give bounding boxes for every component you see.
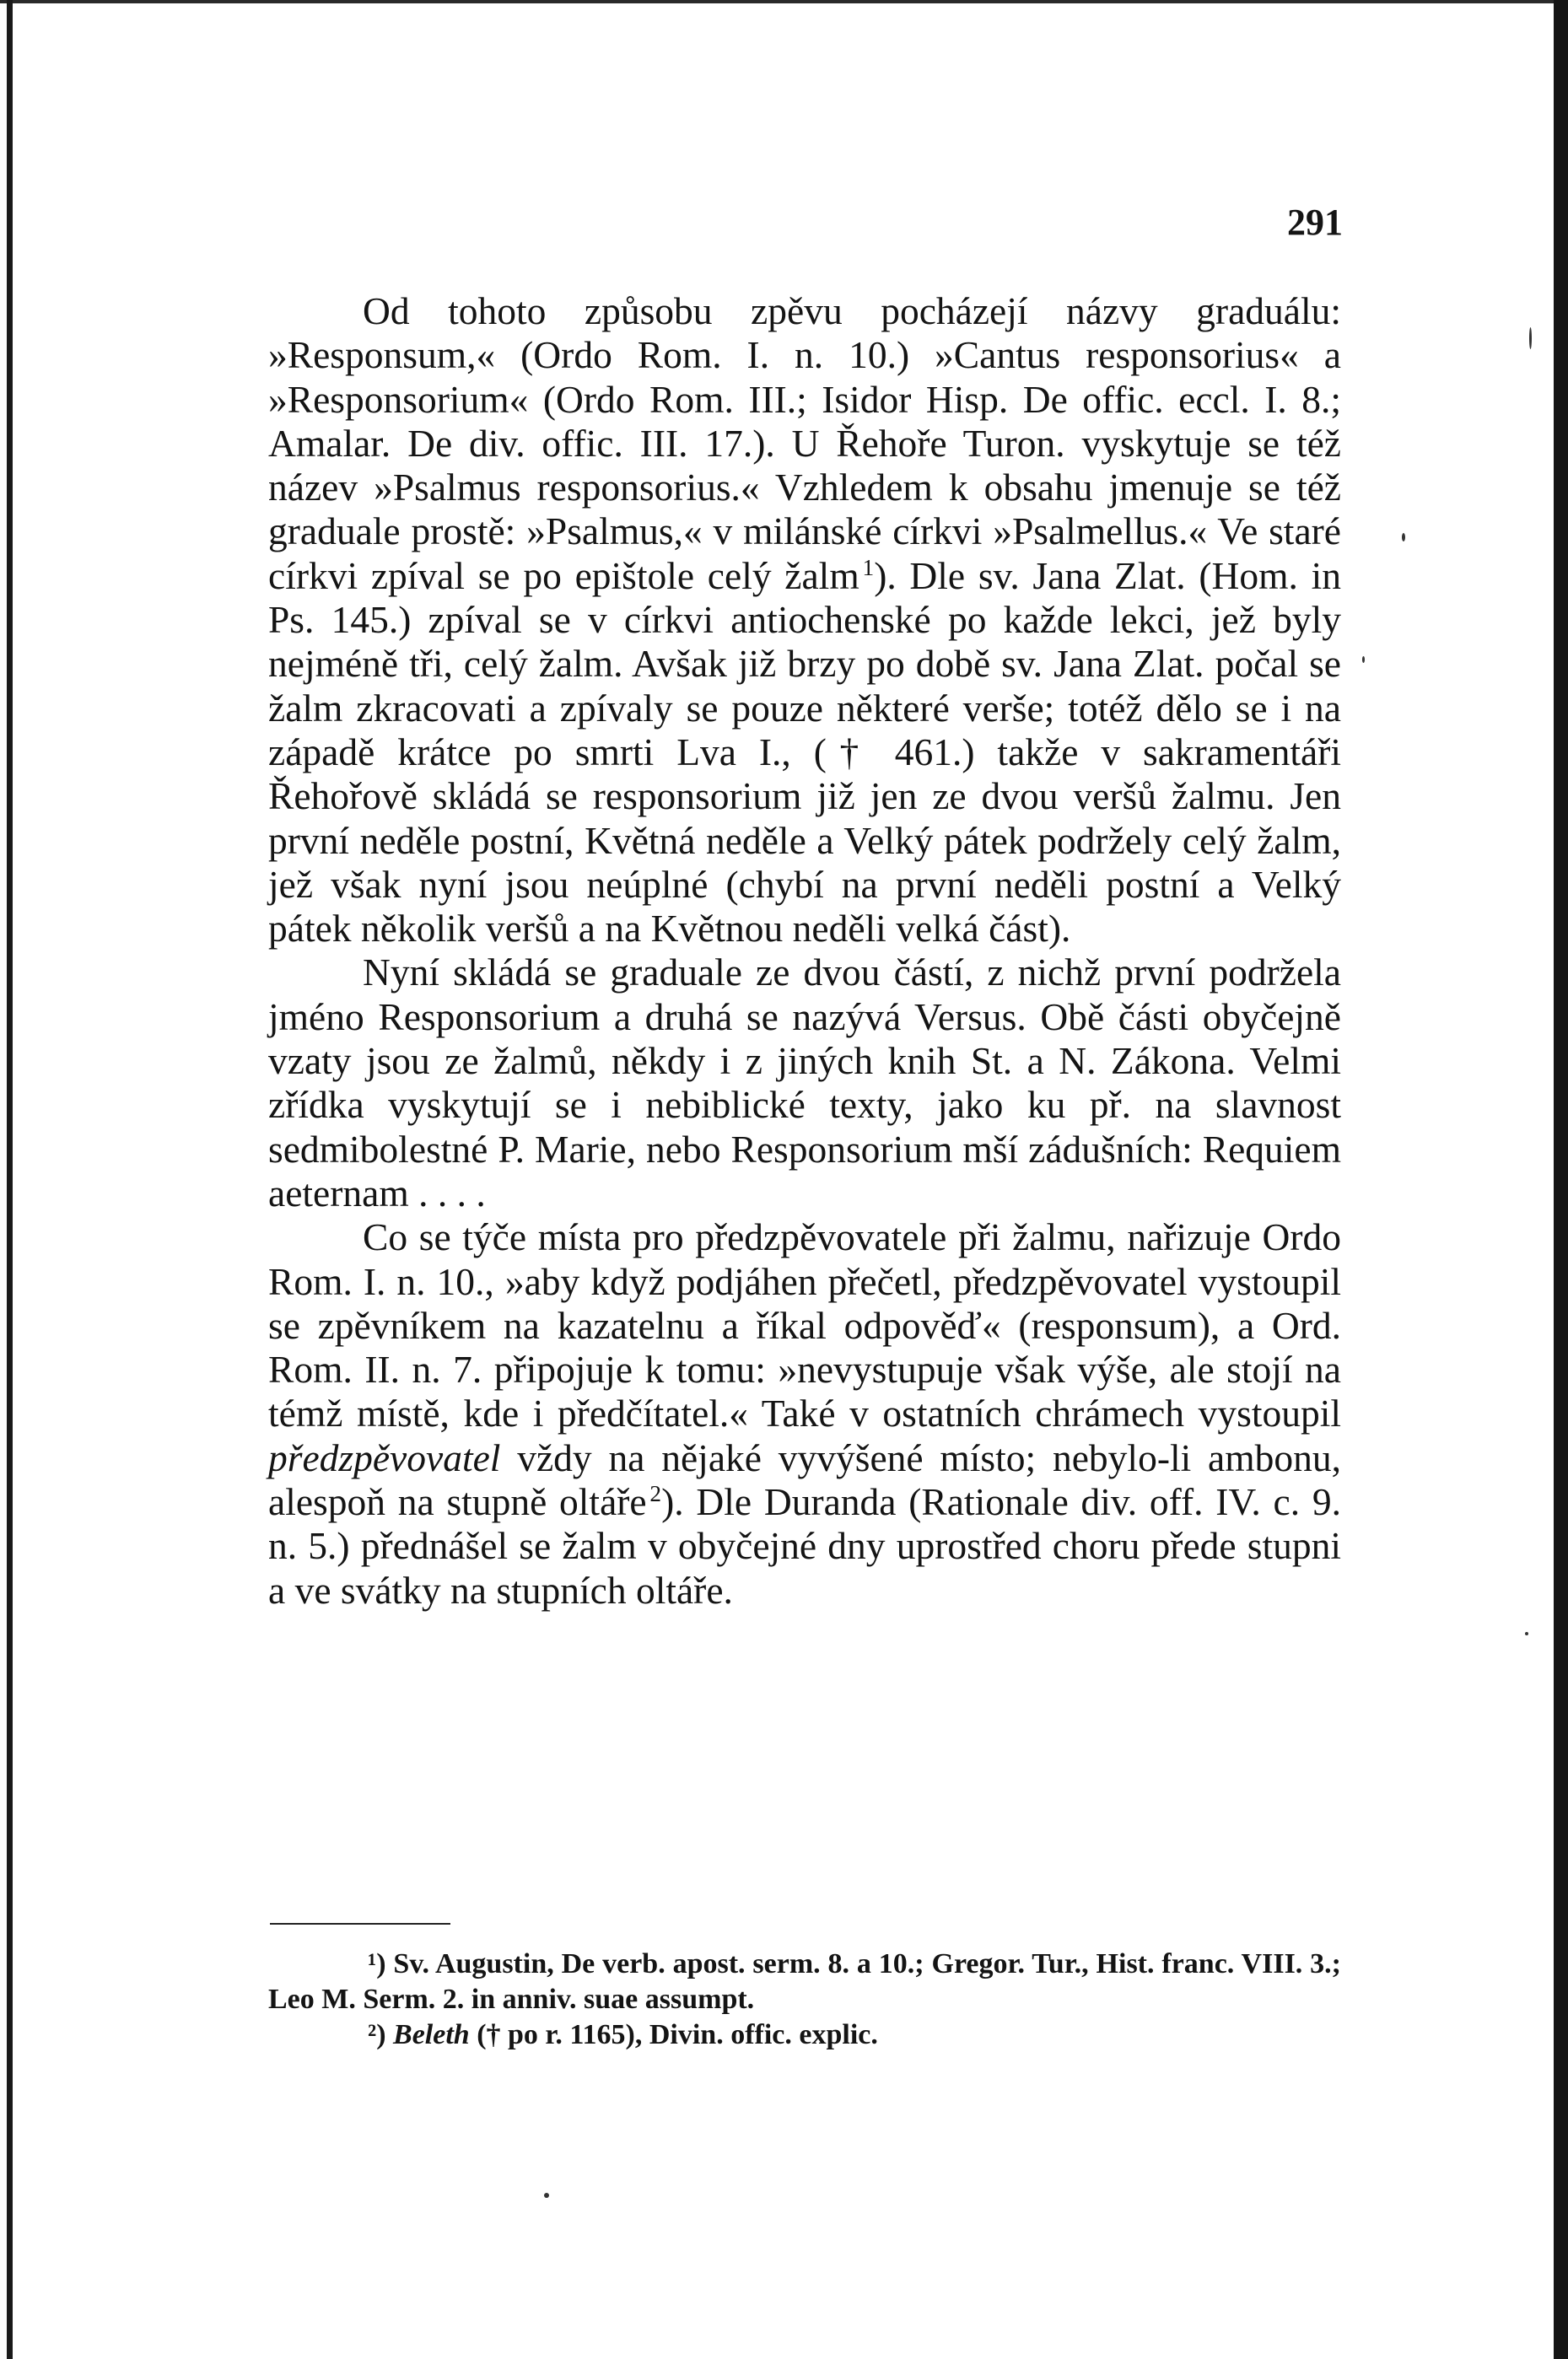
paragraph-3-text: Co se týče místa pro předzpěvovatele při žalmu, nařizuje Ordo Rom. I. n. 10., »aby když podjáhen přečetl, předzpěvovatel vystoupil se zpěvníkem na kazatelnu a říkal odpověď« (responsum), a Ord. Rom. II. n. 7. připojuje k tomu: »nevystupuje však výše, ale stojí na témž místě, kde i předčítatel.« Také v ostatních chrámech vystoupil	[268, 1215, 1341, 1435]
scan-speck	[1402, 533, 1405, 541]
paragraph-2	[268, 951, 1341, 1215]
footnote-2-marker: ²)	[368, 2019, 386, 2050]
paragraph-3-text-after: ). Dle Duranda (Rationale div. off. IV. c. 9. n. 5.) přednášel se žalm v obyčejné dny uprostřed choru přede stupni a ve svátky na stupních oltáře.	[268, 1480, 1341, 1612]
paragraph-3	[268, 1215, 1341, 1613]
scan-edge-left	[7, 0, 13, 2359]
scan-speck	[544, 2193, 549, 2198]
scan-speck	[1529, 327, 1532, 349]
footnote-ref-2: 2	[649, 1480, 662, 1506]
footnote-2	[268, 2017, 1341, 2053]
main-text	[268, 289, 1341, 1613]
paragraph-1	[268, 289, 1341, 951]
paragraph-3-emphasis: předzpěvovatel	[268, 1435, 501, 1479]
footnote-2-emphasis: Beleth	[393, 2019, 470, 2050]
footnote-ref-1: 1	[862, 554, 875, 580]
footnote-2-text: († po r. 1165), Divin. offic. explic.	[477, 2019, 878, 2050]
page-number: 291	[1287, 202, 1343, 243]
scan-speck	[1362, 656, 1365, 663]
footnote-divider	[270, 1923, 450, 1925]
paragraph-2-text: Nyní skládá se graduale ze dvou částí, z nichž první podržela jméno Responsorium a druhá se nazývá Versus. Obě části obyčejně vzaty jsou ze žalmů, někdy i z jiných knih St. a N. Zákona. Velmi zřídka vyskytují se i nebiblické texty, jako ku př. na slavnost sedmibolestné P. Marie, nebo Responsorium mší zádušních: Requiem aeternam . . . .	[268, 951, 1341, 1215]
scan-edge-right	[1554, 0, 1568, 2359]
footnote-1-text: Sv. Augustin, De verb. apost. serm. 8. a 10.; Gregor. Tur., Hist. franc. VIII. 3.; Leo M. Serm. 2. in anniv. suae assumpt.	[268, 1948, 1341, 2015]
footnote-1	[268, 1947, 1341, 2017]
footnotes	[268, 1947, 1341, 2053]
paragraph-1-text: Od tohoto způsobu zpěvu pocházejí názvy graduálu: »Responsum,« (Ordo Rom. I. n. 10.) »Cantus responsorius« a »Responsorium« (Ordo Rom. III.; Isidor Hisp. De offic. eccl. I. 8.; Amalar. De div. offic. III. 17.). U Řehoře Turon. vyskytuje se též název »Psalmus responsorius.« Vzhledem k obsahu jmenuje se též graduale prostě: »Psalmus,« v milánské církvi »Psalmellus.« Ve staré církvi zpíval se po epištole celý žalm	[268, 289, 1341, 597]
paragraph-1-text-after: ). Dle sv. Jana Zlat. (Hom. in Ps. 145.) zpíval se v církvi antiochenské po každe lekci, jež byly nejméně tři, celý žalm. Avšak již brzy po době sv. Jana Zlat. počal se žalm zkracovati a zpívaly se pouze některé verše; totéž dělo se i na západě krátce po smrti Lva I., († 461.) takže v sakramentáři Řehořově skládá se responsorium již jen ze dvou veršů žalmu. Jen první neděle postní, Květná neděle a Velký pátek podržely celý žalm, jež však nyní jsou neúplné (chybí na první neděli postní a Velký pátek několik veršů a na Květnou neděli velká část).	[268, 553, 1341, 951]
paragraph-3-text-mid: vždy na nějaké vyvýšené místo; nebylo-li ambonu, alespoň na stupně oltáře	[268, 1435, 1342, 1524]
scan-speck	[1525, 1632, 1528, 1635]
scan-edge-top	[0, 0, 1568, 3]
footnote-1-marker: ¹)	[368, 1948, 386, 1979]
